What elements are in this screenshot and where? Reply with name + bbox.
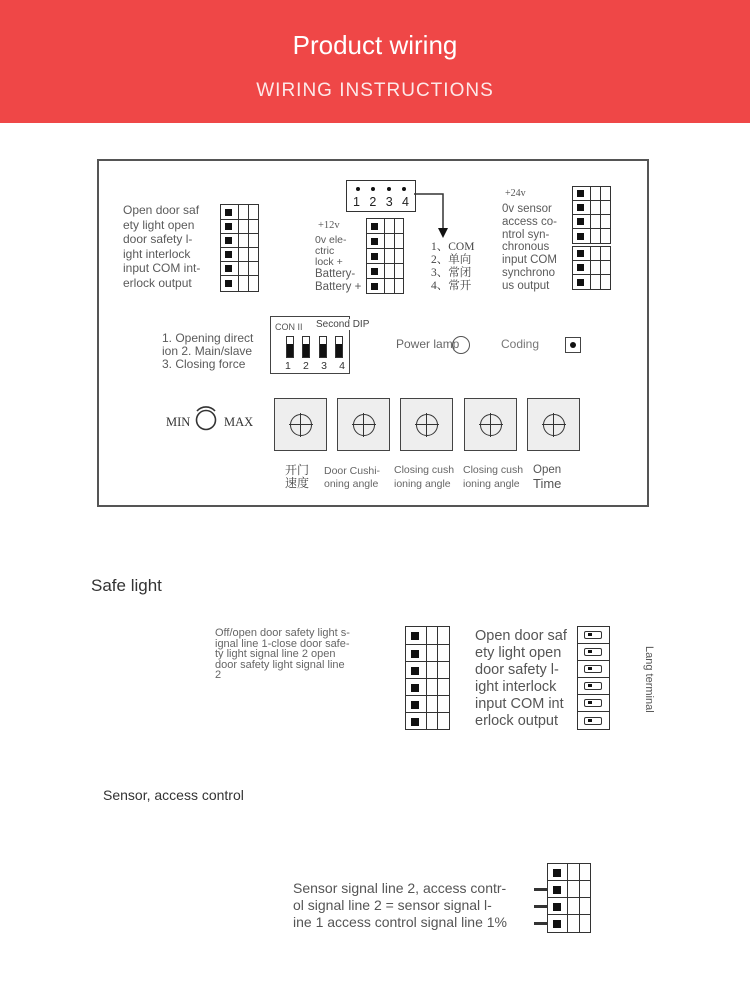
power-lamp-label: Power lamp (396, 337, 460, 351)
sensor-line: us output (502, 279, 550, 292)
safety-line: erlock output (123, 275, 192, 290)
sensor-signal-labels (293, 880, 507, 931)
battery-line: 0v ele- (315, 234, 347, 246)
arrow-icon (405, 192, 457, 242)
sensor-line: 0v sensor (502, 203, 552, 215)
terminal-line: Open door saf (475, 628, 567, 644)
knob-label-line: ioning angle (463, 478, 520, 490)
lang-terminal-label: Lang terminal (643, 646, 655, 713)
sensor-line: ntrol syn- (502, 228, 550, 241)
knob-label-line: 开门 (285, 463, 310, 477)
sensor-voltage: +24v (505, 188, 526, 199)
safety-line: Open door saf (123, 203, 200, 217)
safe-light-heading: Safe light (91, 576, 162, 595)
sensor-line: chronous (502, 241, 550, 254)
knob-label-line: Closing cush (463, 464, 524, 476)
battery-line: ctric (315, 245, 335, 257)
dip-function-line: 3. Closing force (162, 357, 246, 372)
dip-label: CON II (275, 322, 303, 332)
sensor-terminal-upper (572, 186, 611, 244)
knob-label (533, 464, 561, 490)
dip-number: 4 (339, 360, 345, 372)
sensor-signal-line: ol signal line 2 = sensor signal l- (293, 897, 492, 913)
header-pin-label: 4 (402, 195, 409, 209)
dip-toggle[interactable] (302, 336, 310, 358)
safety-line: input COM int- (123, 261, 201, 276)
safety-line: ight interlock (123, 246, 191, 261)
knob-label-line: Time (533, 476, 562, 491)
mode-line: 1、COM (431, 241, 475, 253)
header-pin-label: 2 (369, 195, 377, 209)
dip-number: 2 (303, 360, 309, 372)
terminal-line: input COM int (475, 696, 564, 712)
safety-line: ety light open (123, 217, 195, 232)
coding-button[interactable] (565, 337, 581, 353)
coding-label: Coding (501, 337, 540, 351)
knob-label-line: oning angle (324, 478, 379, 490)
sensor-terminal-lower (572, 246, 611, 290)
dip-number: 1 (285, 360, 291, 372)
signal-line: ignal line 1-close door safe- (215, 637, 350, 650)
safe-light-signal-labels (215, 628, 400, 681)
dip-function-line: 1. Opening direct (162, 331, 254, 345)
page-title: Product wiring (292, 30, 458, 60)
max-label: MAX (224, 415, 254, 429)
knob-label-line: 速度 (285, 476, 310, 490)
terminal-line: door safety l- (475, 662, 559, 678)
knob-label (285, 464, 309, 490)
sensor-line: input COM (502, 254, 557, 267)
knob-label-line: Closing cush (394, 464, 455, 476)
safety-line: door safety l- (123, 232, 193, 247)
safe-light-terminal-labels (475, 628, 575, 730)
door-cushioning-knob[interactable] (337, 398, 390, 451)
signal-line: 2 (215, 669, 222, 681)
dip-number: 3 (321, 360, 327, 372)
header-banner (0, 0, 750, 123)
dip-toggle[interactable] (319, 336, 327, 358)
lang-terminal-block (577, 626, 610, 730)
mode-line: 4、常开 (431, 280, 472, 292)
mode-line: 3、常闭 (431, 267, 472, 279)
knob-label-line: Open (533, 464, 562, 476)
sensor-signal-line: ine 1 access control signal line 1% (293, 914, 508, 930)
signal-line: Off/open door safety light s- (215, 627, 350, 639)
knob-label (394, 463, 454, 491)
signal-line: door safety light signal line (215, 658, 345, 671)
second-dip-label: Second DIP (316, 319, 370, 330)
open-time-knob[interactable] (527, 398, 580, 451)
safety-terminal-block (220, 204, 259, 292)
header-pin-label: 3 (385, 195, 393, 209)
dial-icon (193, 402, 219, 432)
knob-label (324, 465, 380, 491)
battery-line: lock + (315, 256, 343, 268)
dip-function-labels (162, 332, 253, 372)
safety-light-labels (123, 203, 200, 291)
battery-labels (315, 235, 361, 294)
header-pin-label: 1 (353, 195, 360, 209)
dip-toggle[interactable] (335, 336, 343, 358)
sensor-signal-line: Sensor signal line 2, access contr- (293, 880, 507, 896)
battery-terminal-block (366, 218, 404, 294)
terminal-line: ight interlock (475, 679, 557, 695)
battery-line: Battery + (315, 281, 362, 293)
battery-line: Battery- (315, 268, 356, 280)
dip-function-line: ion 2. Main/slave (162, 344, 253, 359)
terminal-line: erlock output (475, 713, 559, 729)
door-speed-knob[interactable] (274, 398, 327, 451)
closing-cushioning-knob-2[interactable] (464, 398, 517, 451)
knob-label (463, 463, 523, 491)
page-subtitle: WIRING INSTRUCTIONS (256, 80, 494, 101)
closing-cushioning-knob[interactable] (400, 398, 453, 451)
sensor-labels (502, 203, 557, 293)
battery-voltage: +12v (318, 220, 340, 231)
sensor-line: access co- (502, 215, 557, 228)
sensor-heading: Sensor, access control (103, 787, 244, 803)
dip-toggle[interactable] (286, 336, 294, 358)
signal-line: ty light signal line 2 open (215, 648, 336, 660)
power-lamp-icon (452, 336, 470, 354)
sensor-line: synchrono (502, 266, 556, 279)
knob-label-line: Door Cushi- (324, 465, 381, 477)
header-pin-dots (356, 187, 406, 191)
safe-light-terminal-block (405, 626, 450, 730)
sensor-terminal-block (547, 863, 591, 933)
terminal-line: ety light open (475, 645, 562, 661)
mode-line: 2、单向 (431, 254, 472, 266)
mode-legend (431, 241, 474, 293)
min-label: MIN (166, 415, 191, 429)
knob-label-line: ioning angle (394, 478, 451, 490)
